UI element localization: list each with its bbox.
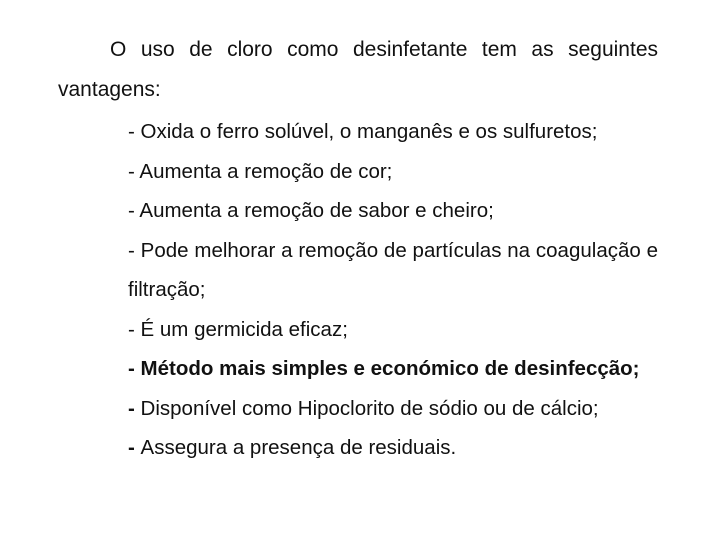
list-dash: - [128,120,141,143]
list-item-text: Oxida o ferro solúvel, o manganês e os sulfuretos; [140,120,598,143]
list-item-text: É um germicida eficaz; [140,317,348,341]
list-dash: - [128,357,141,380]
list-item-text: Método mais simples e económico de desinfecção; [140,357,640,380]
list-dash: - [128,317,141,341]
list-item [128,310,658,350]
list-item [128,191,658,231]
list-item-text: Aumenta a remoção de cor; [139,159,393,183]
intro-paragraph: O uso de cloro como desinfetante tem as seguintes vantagens: [58,38,658,101]
list-dash: - [128,396,141,420]
list-dash: - [128,199,140,222]
list-item [128,112,658,152]
list-dash: - [128,159,140,183]
list-item [128,428,658,468]
advantages-list [128,112,658,468]
list-item-text: Assegura a presença de residuais. [140,436,457,459]
list-item-text: Aumenta a remoção de sabor e cheiro; [139,199,494,222]
list-item-text: Pode melhorar a remoção de partículas na coagulação e filtração; [128,238,659,301]
list-dash: - [128,436,141,459]
list-item-text: Disponível como Hipoclorito de sódio ou de cálcio; [140,396,599,420]
list-item-emphasized [128,349,658,389]
list-item [128,231,658,310]
list-item [128,152,658,192]
list-item [128,389,658,429]
list-dash: - [128,238,141,262]
